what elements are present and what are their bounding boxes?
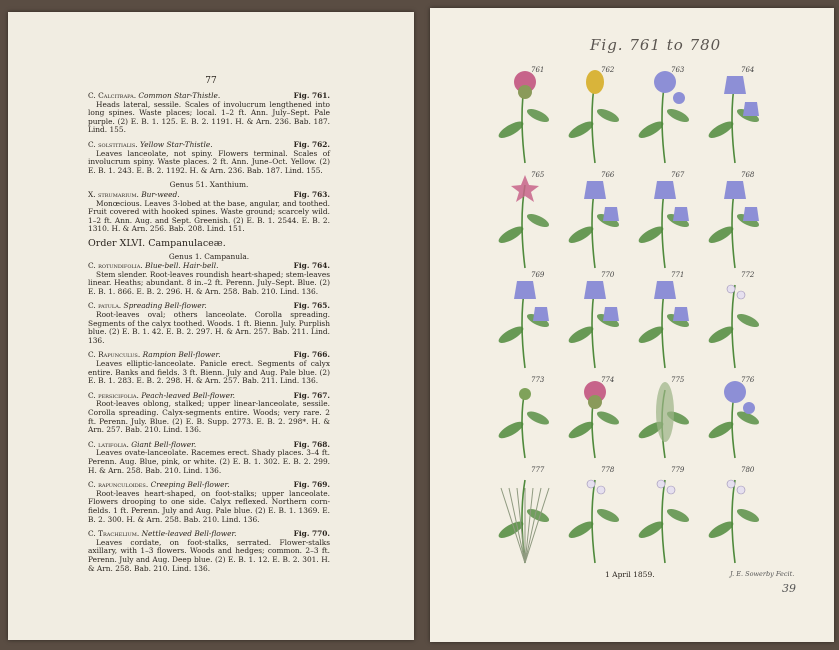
small-flower: [657, 480, 665, 488]
figure-number: 776: [741, 376, 755, 384]
plant-leaf: [525, 409, 551, 427]
plant-leaf: [636, 223, 665, 246]
plant-leaf: [525, 106, 551, 124]
bell-flower: [603, 307, 619, 321]
species-description: Heads lateral, sessile. Scales of involucrum lengthened into long spines. Waste places; local. 1–2 ft. Ann. July–Sept. Pale purple. (2) E. B. 1. 125. E. B. 2. 1191. H. & Arn. 236. Bab. 187. Lind. 155.: [88, 99, 330, 135]
plant-leaf: [595, 506, 621, 524]
plant-stem: [662, 480, 665, 563]
species-entry-patula: [88, 302, 330, 345]
grass-blade: [525, 488, 541, 563]
figure-number: 765: [531, 171, 545, 179]
species-entry-latifolia: [88, 441, 330, 475]
figure-reference: Fig. 762.: [293, 139, 330, 149]
plate-date: 1 April 1859.: [605, 570, 655, 579]
plant-leaf: [706, 223, 735, 246]
plant-leaf: [665, 506, 691, 524]
plate-number: 39: [782, 582, 796, 595]
plant-stem: [732, 285, 735, 368]
figure-number: 767: [671, 171, 685, 179]
common-name: Spreading Bell-flower.: [123, 301, 207, 311]
botanical-illustration: [430, 8, 834, 642]
small-flower: [597, 486, 605, 494]
bell-flower: [743, 207, 759, 221]
plant-leaf: [496, 419, 525, 442]
plant-leaf: [566, 419, 595, 442]
flower-head: [519, 388, 531, 400]
plant-stem: [732, 480, 735, 563]
bell-flower: [654, 181, 676, 199]
bell-flower: [673, 207, 689, 221]
small-flower: [587, 480, 595, 488]
flower-head: [724, 381, 746, 403]
flower-bract: [518, 85, 532, 99]
figure-number: 763: [671, 66, 685, 74]
species-name: C. rapunculoides.: [88, 480, 151, 490]
figure-reference: Fig. 763.: [293, 189, 330, 199]
species-name: C. patula.: [88, 301, 124, 311]
common-name: Yellow Star-Thistle.: [140, 139, 213, 149]
species-name: C. Rapunculus.: [88, 350, 143, 360]
figure-number: 771: [671, 271, 685, 279]
plant-leaf: [656, 382, 674, 442]
species-entry-trachelium: [88, 530, 330, 573]
genus-heading: Genus 1. Campanula.: [168, 251, 250, 261]
figure-number: 761: [531, 66, 545, 74]
species-name: X. strumarium.: [88, 189, 142, 199]
small-flower: [727, 480, 735, 488]
figure-reference: Fig. 765.: [293, 301, 330, 311]
bell-flower: [603, 207, 619, 221]
bell-flower: [654, 281, 676, 299]
common-name: Common Star-Thistle.: [138, 91, 221, 100]
bell-flower: [724, 181, 746, 199]
flower-head: [654, 71, 676, 93]
bell-flower: [514, 281, 536, 299]
plant-leaf: [496, 118, 525, 141]
plant-leaf: [636, 323, 665, 346]
figure-reference: Fig. 768.: [293, 439, 330, 449]
species-name: C. rotundifolia.: [88, 261, 146, 271]
common-name: Rampion Bell-flower.: [142, 350, 221, 360]
plant-leaf: [706, 518, 735, 541]
figure-number: 779: [671, 466, 685, 474]
plant-leaf: [595, 409, 621, 427]
figure-number: 764: [741, 66, 755, 74]
engraver-credit: J. E. Sowerby Fecit.: [730, 570, 795, 578]
figure-number: 773: [531, 376, 545, 384]
common-name: Giant Bell-flower.: [131, 439, 197, 449]
plant-leaf: [636, 518, 665, 541]
species-entry-rotundifolia: [88, 262, 330, 296]
plant-stem: [592, 480, 595, 563]
plant-leaf: [595, 106, 621, 124]
plant-leaf: [706, 419, 735, 442]
small-flower: [737, 291, 745, 299]
plant-leaf: [636, 118, 665, 141]
plant-leaf: [566, 118, 595, 141]
species-description: Monœcious. Leaves 3-lobed at the base, angular, and toothed. Fruit covered with hooked spines. Waste ground; scarcely wild. 1–2 ft. Ann. Aug. and Sept. Greenish. (2) E. B. 1. 2544. E. B. 2. 1310. H. & Arn. 256. Bab. 208. Lind. 151.: [88, 198, 330, 234]
species-entry-rapunculus: [88, 351, 330, 385]
bell-flower: [584, 181, 606, 199]
figure-reference: Fig. 769.: [293, 480, 330, 490]
species-description: Root-leaves oblong, stalked; upper linear-lanceolate, sessile. Corolla spreading. Calyx-segments entire. Woods; very rare. 2 ft. Perenn. July. Blue. (2) E. B. Supp. 2773. E. B. 2. 298*. H. & Arn. 257. Bab. 210. Lind. 136.: [88, 399, 330, 435]
plate-title: Fig. 761 to 780: [590, 36, 722, 54]
common-name: Blue-bell. Hair-bell.: [145, 261, 219, 271]
bell-flower: [743, 102, 759, 116]
genus-heading: Genus 51. Xanthium.: [169, 180, 249, 190]
species-entry-strumarium: [88, 191, 330, 234]
figure-number: 780: [741, 466, 755, 474]
bell-flower: [673, 307, 689, 321]
figure-reference: Fig. 770.: [293, 529, 330, 539]
plant-leaf: [566, 518, 595, 541]
order-heading: Order XLVI. Campanulaceæ.: [88, 237, 226, 249]
figure-number: 770: [601, 271, 615, 279]
plant-leaf: [735, 506, 761, 524]
common-name: Peach-leaved Bell-flower.: [141, 390, 236, 400]
species-entry-rapunculoides: [88, 481, 330, 524]
small-flower: [727, 285, 735, 293]
figure-number: 778: [601, 466, 615, 474]
plant-leaf: [496, 223, 525, 246]
figure-number: 766: [601, 171, 615, 179]
figure-reference: Fig. 764.: [293, 261, 330, 271]
page-number: 77: [205, 76, 217, 86]
star-flower: [511, 175, 539, 202]
species-description: Root-leaves heart-shaped, on foot-stalks; upper lanceolate. Flowers drooping to one side. Calyx reflexed. Northern corn-fields. 1 ft. Perenn. July and Aug. Pale blue. (2) E. B. 1. 1369. E. B. 2. 300. H. & Arn. 258. Bab. 210. Lind. 136.: [88, 488, 330, 524]
common-name: Creeping Bell-flower.: [150, 480, 230, 490]
bell-flower: [533, 307, 549, 321]
plant-leaf: [706, 118, 735, 141]
plant-leaf: [706, 323, 735, 346]
species-name: C. persicifolia.: [88, 390, 142, 400]
species-entry-solstitialis: [88, 141, 330, 175]
species-description: Leaves lanceolate, not spiny. Flowers terminal. Scales of involucrum spiny. Waste places. 2 ft. Ann. June–Oct. Yellow. (2) E. B. 1. 243. E. B. 2. 1192. H. & Arn. 236. Bab. 187. Lind. 155.: [88, 148, 330, 175]
flower-head: [743, 402, 755, 414]
plant-leaf: [566, 223, 595, 246]
species-description: Leaves ovate-lanceolate. Racemes erect. Shady places. 3–4 ft. Perenn. Aug. Blue, pink, or white. (2) E. B. 1. 302. E. B. 2. 299. H. & Arn. 258. Bab. 210. Lind. 136.: [88, 448, 330, 475]
figure-number: 769: [531, 271, 545, 279]
text-column: [88, 92, 330, 579]
species-description: Stem slender. Root-leaves roundish heart-shaped; stem-leaves linear. Heaths; abundant. 8 in.–2 ft. Perenn. July–Sept. Blue. (2) E. B. 1. 866. E. B. 2. 296. H. & Arn. 258. Bab. 210. Lind. 136.: [88, 269, 330, 296]
small-flower: [667, 486, 675, 494]
figure-number: 775: [671, 376, 685, 384]
plant-leaf: [735, 311, 761, 329]
figure-number: 774: [601, 376, 615, 384]
species-entry-calcitrapa: [88, 92, 330, 135]
left-page: [8, 12, 414, 640]
species-name: C. Calcitrapa.: [88, 91, 139, 100]
plant-leaf: [566, 323, 595, 346]
plant-leaf: [665, 106, 691, 124]
common-name: Bur-weed.: [141, 189, 180, 199]
figure-number: 772: [741, 271, 755, 279]
plant-leaf: [525, 211, 551, 229]
species-name: C. Trachelium.: [88, 529, 142, 539]
species-description: Leaves elliptic-lanceolate. Panicle erect. Segments of calyx entire. Banks and fields. 3 ft. Bienn. July and Aug. Pale blue. (2) E. B. 1. 283. E. B. 2. 298. H. & Arn. 257. Bab. 211. Lind. 136.: [88, 359, 330, 386]
small-flower: [737, 486, 745, 494]
bell-flower: [724, 76, 746, 94]
figure-number: 768: [741, 171, 755, 179]
plate-page: [430, 8, 834, 642]
bell-flower: [584, 281, 606, 299]
flower-bract: [588, 395, 602, 409]
species-description: Leaves cordate, on foot-stalks, serrated. Flower-stalks axillary, with 1–3 flowers. Woods and hedges; common. 2–3 ft. Perenn. July and Aug. Deep blue. (2) E. B. 1. 12. E. B. 2. 301. H. & Arn. 258. Bab. 210. Lind. 136.: [88, 537, 330, 573]
flower-head: [673, 92, 685, 104]
figure-number: 777: [531, 466, 545, 474]
species-name: C. solstitialis.: [88, 139, 141, 149]
figure-reference: Fig. 761.: [293, 91, 330, 100]
species-name: C. latifolia.: [88, 439, 132, 449]
figure-reference: Fig. 766.: [293, 350, 330, 360]
plant-leaf: [496, 323, 525, 346]
species-entry-persicifolia: [88, 392, 330, 435]
common-name: Nettle-leaved Bell-flower.: [141, 529, 237, 539]
species-description: Root-leaves oval; others lanceolate. Corolla spreading. Segments of the calyx toothed. Woods. 1 ft. Bienn. July. Purplish blue. (2) E. B. 1. 42. E. B. 2. 297. H. & Arn. 257. Bab. 211. Lind. 136.: [88, 310, 330, 345]
figure-number: 762: [601, 66, 615, 74]
figure-reference: Fig. 767.: [293, 390, 330, 400]
